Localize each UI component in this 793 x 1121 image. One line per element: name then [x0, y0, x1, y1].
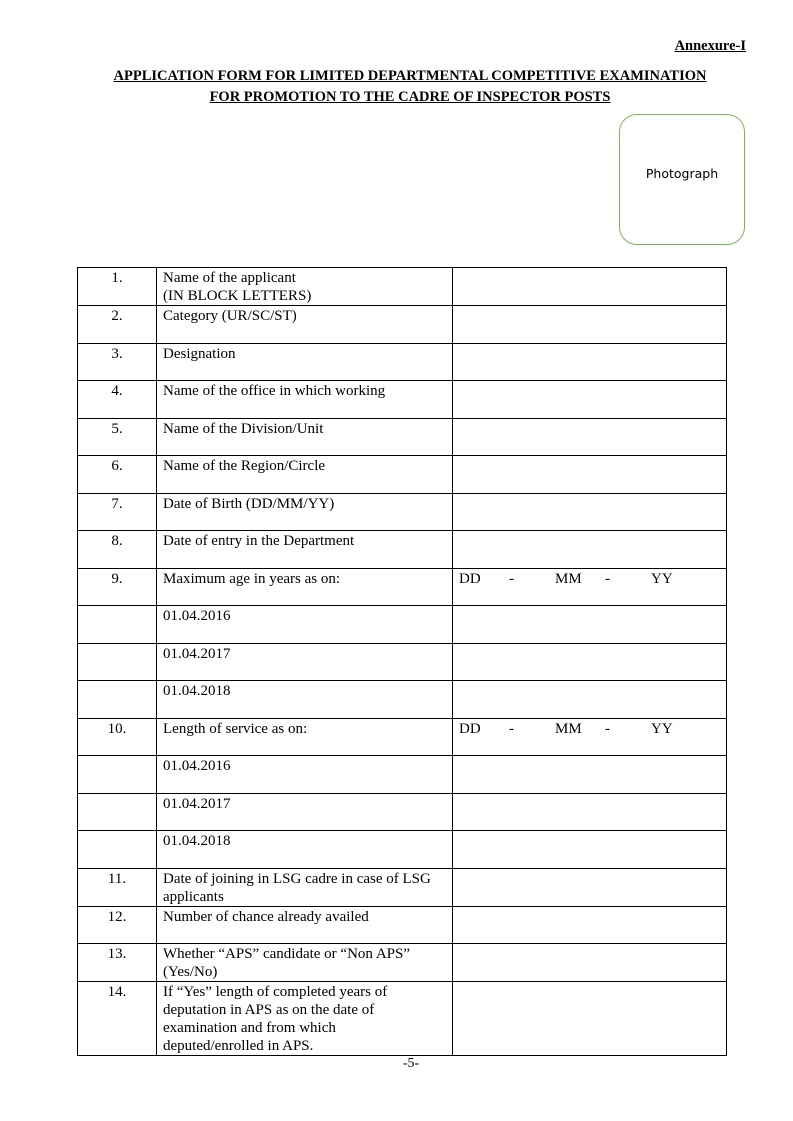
table-row	[78, 531, 727, 569]
row-label: Category (UR/SC/ST)	[157, 306, 453, 344]
row-label-line: (Yes/No)	[163, 964, 218, 980]
table-row	[78, 906, 727, 944]
row-number: 13.	[78, 944, 157, 982]
form-title-line-2: FOR PROMOTION TO THE CADRE OF INSPECTOR POSTS	[209, 89, 611, 105]
row-label	[157, 944, 453, 982]
row-label-line: Whether “APS” candidate or “Non APS”	[163, 946, 411, 962]
dd-label: DD	[459, 570, 481, 587]
application-form-table	[77, 267, 727, 1056]
row-label-line: deputed/enrolled in APS.	[163, 1038, 314, 1054]
row-number: 9.	[78, 568, 157, 606]
table-row	[78, 381, 727, 419]
dash-separator: -	[509, 570, 514, 587]
row-label: 01.04.2018	[157, 831, 453, 869]
row-label-line: (IN BLOCK LETTERS)	[163, 288, 312, 304]
designation-field[interactable]	[453, 343, 727, 381]
age-2017-field[interactable]	[453, 643, 727, 681]
dash-separator: -	[605, 570, 610, 587]
annexure-label: Annexure-I	[674, 38, 746, 54]
row-number: 10.	[78, 718, 157, 756]
row-label: 01.04.2018	[157, 681, 453, 719]
age-2016-field[interactable]	[453, 606, 727, 644]
table-row	[78, 831, 727, 869]
row-label-line: If “Yes” length of completed years of	[163, 984, 388, 1000]
dash-separator: -	[509, 720, 514, 737]
row-number: 4.	[78, 381, 157, 419]
row-number	[78, 606, 157, 644]
photograph-box	[619, 114, 745, 245]
category-field[interactable]	[453, 306, 727, 344]
form-title-line-1: APPLICATION FORM FOR LIMITED DEPARTMENTAL COMPETITIVE EXAMINATION	[113, 68, 707, 84]
table-row	[78, 982, 727, 1056]
table-row	[78, 568, 727, 606]
mm-label: MM	[555, 570, 582, 587]
row-label	[157, 868, 453, 906]
chances-availed-field[interactable]	[453, 906, 727, 944]
table-row	[78, 643, 727, 681]
dd-mm-yy-header	[453, 568, 727, 606]
row-number	[78, 681, 157, 719]
age-2018-field[interactable]	[453, 681, 727, 719]
lsg-joining-date-field[interactable]	[453, 868, 727, 906]
row-label: Name of the Region/Circle	[157, 456, 453, 494]
row-label-line: examination and from which	[163, 1020, 336, 1036]
row-number	[78, 756, 157, 794]
row-number: 11.	[78, 868, 157, 906]
dash-separator: -	[605, 720, 610, 737]
office-name-field[interactable]	[453, 381, 727, 419]
table-row	[78, 493, 727, 531]
row-number: 2.	[78, 306, 157, 344]
table-row	[78, 681, 727, 719]
row-label: Name of the office in which working	[157, 381, 453, 419]
table-row	[78, 418, 727, 456]
aps-candidate-field[interactable]	[453, 944, 727, 982]
row-label-line: Date of joining in LSG cadre in case of LSG	[163, 870, 431, 887]
row-label-line: applicants	[163, 888, 224, 905]
table-row	[78, 756, 727, 794]
service-2018-field[interactable]	[453, 831, 727, 869]
row-number: 14.	[78, 982, 157, 1056]
yy-label: YY	[651, 720, 673, 737]
row-label	[157, 268, 453, 306]
aps-deputation-field[interactable]	[453, 982, 727, 1056]
table-row	[78, 606, 727, 644]
row-label: Number of chance already availed	[157, 906, 453, 944]
table-row	[78, 268, 727, 306]
row-number: 8.	[78, 531, 157, 569]
row-number	[78, 831, 157, 869]
row-label: Date of Birth (DD/MM/YY)	[157, 493, 453, 531]
table-row	[78, 944, 727, 982]
table-row	[78, 793, 727, 831]
service-2016-field[interactable]	[453, 756, 727, 794]
row-number	[78, 643, 157, 681]
region-circle-field[interactable]	[453, 456, 727, 494]
row-label: Date of entry in the Department	[157, 531, 453, 569]
row-label: 01.04.2017	[157, 643, 453, 681]
row-label: Name of the Division/Unit	[157, 418, 453, 456]
mm-label: MM	[555, 720, 582, 737]
applicant-name-field[interactable]	[453, 268, 727, 306]
row-label: 01.04.2016	[157, 606, 453, 644]
row-label: Designation	[157, 343, 453, 381]
photograph-label: Photograph	[645, 166, 719, 181]
row-label-line: deputation in APS as on the date of	[163, 1002, 375, 1018]
row-number: 5.	[78, 418, 157, 456]
row-number: 3.	[78, 343, 157, 381]
row-label-line: Name of the applicant	[163, 270, 296, 286]
row-number: 12.	[78, 906, 157, 944]
division-unit-field[interactable]	[453, 418, 727, 456]
row-number: 6.	[78, 456, 157, 494]
row-number: 1.	[78, 268, 157, 306]
row-label	[157, 982, 453, 1056]
table-row	[78, 718, 727, 756]
service-2017-field[interactable]	[453, 793, 727, 831]
row-label: Maximum age in years as on:	[157, 568, 453, 606]
date-of-birth-field[interactable]	[453, 493, 727, 531]
row-number: 7.	[78, 493, 157, 531]
table-row	[78, 456, 727, 494]
row-label: 01.04.2016	[157, 756, 453, 794]
row-label: Length of service as on:	[157, 718, 453, 756]
date-of-entry-field[interactable]	[453, 531, 727, 569]
page-number: -5-	[402, 1056, 420, 1071]
row-number	[78, 793, 157, 831]
table-row	[78, 868, 727, 906]
table-row	[78, 306, 727, 344]
dd-mm-yy-header	[453, 718, 727, 756]
yy-label: YY	[651, 570, 673, 587]
table-row	[78, 343, 727, 381]
dd-label: DD	[459, 720, 481, 737]
row-label: 01.04.2017	[157, 793, 453, 831]
